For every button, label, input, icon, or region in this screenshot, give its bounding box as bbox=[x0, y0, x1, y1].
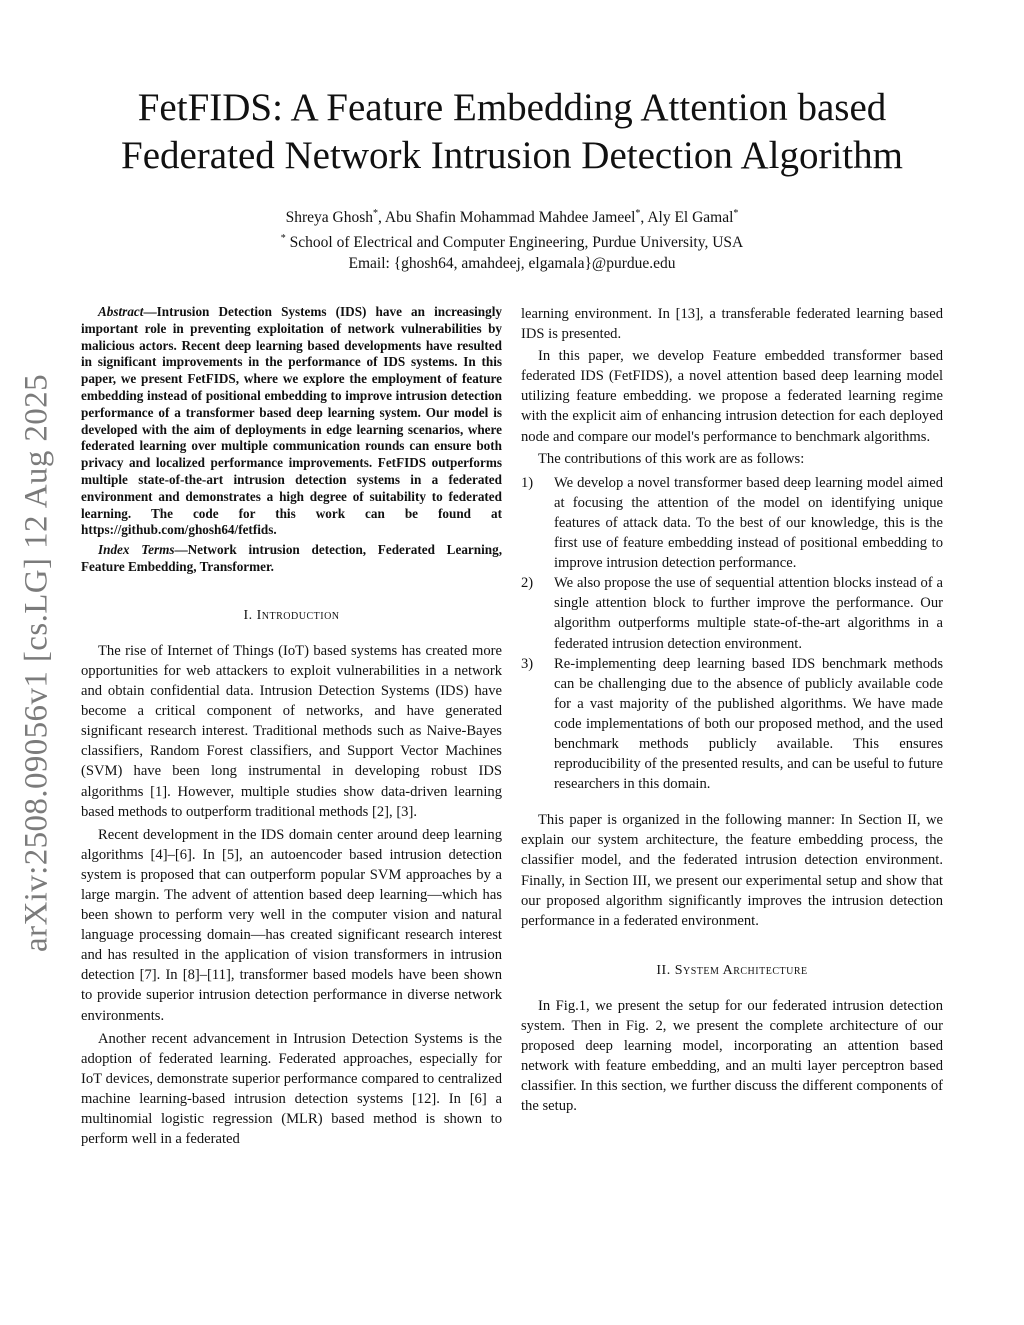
affiliation-mark: * bbox=[280, 233, 286, 245]
intro-paragraph: Recent development in the IDS domain center around deep learning algorithms [4]–[6]. In [5], an autoencoder based intrusion detection system is proposed that can outperform popular SVM approaches by a large margin. The advent of attention based deep learning—which has been shown to perform very well in the computer vision and natural language processing domain—has created significant research interest and has resulted in the application of vision transformers in intrusion detection [7]. In [8]–[11], transformer based models have been shown to provide superior intrusion detection performance in diverse network environments. bbox=[81, 826, 502, 1024]
left-column bbox=[81, 304, 502, 1149]
contribution-number: 3) bbox=[521, 655, 534, 672]
contribution-item: 2) We also propose the use of sequential attention blocks instead of a single attention block to further improve the performance. Our algorithm outperforms multiple state-of-the-art algorithms in a federated intrusion detection environment. bbox=[521, 575, 943, 652]
abstract bbox=[81, 304, 502, 539]
body-paragraph: In this paper, we develop Feature embedded transformer based federated IDS (FetFIDS), a novel attention based deep learning model utilizing feature embedding. we propose a federated learning regime with the explicit aim of enhancing intrusion detection for each deployed node and compare our model's performance to benchmark algorithms. bbox=[521, 348, 943, 445]
contributions-list bbox=[521, 473, 943, 795]
index-terms-text: —Network intrusion detection, Federated Learning, Feature Embedding, Transformer. bbox=[81, 542, 502, 574]
section-heading-introduction: I. Introduction bbox=[243, 607, 340, 623]
body-paragraph: In Fig.1, we present the setup for our federated intrusion detection system. Then in Fig. 2, we present the complete architecture of our proposed deep learning model, incorporating an attention based network with feature embedding, and an multi layer perceptron based classifier. In this section, we further discuss the different components of the setup. bbox=[521, 997, 943, 1115]
author-names: Shreya Ghosh*, Abu Shafin Mohammad Mahdee Jameel*, Aly El Gamal* bbox=[285, 208, 739, 227]
contribution-item: 1) We develop a novel transformer based deep learning model aimed at focusing the attention of the model on identifying unique features of attack data. To the best of our knowledge, this is the first use of feature embedding instead of positional embedding to improve intrusion detection performance. bbox=[521, 474, 943, 572]
right-column bbox=[521, 304, 943, 1116]
author-mark: * bbox=[635, 208, 641, 219]
author-block bbox=[60, 203, 964, 274]
abstract-label: Abstract bbox=[98, 304, 144, 319]
intro-paragraph: Another recent advancement in Intrusion Detection Systems is the adoption of federated learning. Federated approaches, especially for IoT devices, demonstrate superior performance compared to centralized machine learning-based intrusion detection systems [12]. In [6] a multinomial logistic regression (MLR) based method is shown to perform well in a federated bbox=[81, 1030, 502, 1148]
author-name: Aly El Gamal bbox=[647, 209, 734, 227]
affiliation: * School of Electrical and Computer Engineering, Purdue University, USA bbox=[280, 233, 744, 252]
email: Email: {ghosh64, amahdeej, elgamala}@purdue.edu bbox=[348, 255, 676, 273]
body-paragraph: learning environment. In [13], a transferable federated learning based IDS is presented. bbox=[521, 306, 943, 343]
index-terms bbox=[81, 542, 502, 576]
author-name: Abu Shafin Mohammad Mahdee Jameel bbox=[384, 209, 636, 227]
index-terms-label: Index Terms bbox=[98, 542, 175, 558]
body-paragraph: This paper is organized in the following manner: In Section II, we explain our system architecture, the feature embedding process, the classifier model, and the federated intrusion detection environment. Finally, in Section III, we present our experimental setup and show that our proposed algorithm significantly improves the intrusion detection performance in a federated environment. bbox=[521, 812, 943, 929]
contribution-number: 1) bbox=[521, 474, 534, 491]
title-line-1: FetFIDS: A Feature Embedding Attention based bbox=[137, 86, 887, 129]
author-name: Shreya Ghosh bbox=[285, 209, 373, 227]
arxiv-sidebar bbox=[6, 368, 68, 958]
title-line-2: Federated Network Intrusion Detection Algorithm bbox=[121, 134, 903, 177]
section-heading-system-architecture: II. System Architecture bbox=[656, 962, 808, 978]
intro-paragraph: The rise of Internet of Things (IoT) based systems has created more opportunities for web attackers to exploit vulnerabilities in a network and obtain confidential data. Intrusion Detection Systems (IDS) have become a critical component of networks, and have generated significant research interest. Traditional methods such as Naive-Bayes classifiers, Random Forest classifiers, and Support Vector Machines (SVM) have been long instrumental in developing robust IDS algorithms [1]. However, multiple studies show data-driven learning based methods to outperform traditional methods [2], [3]. bbox=[81, 642, 502, 820]
abstract-text: —Intrusion Detection Systems (IDS) have an increasingly important role in preventing exploitation of network vulnerabilities by malicious actors. Recent deep learning based developments have resulted in significant improvements in the performance of IDS systems. In this paper, we present FetFIDS, where we explore the employment of feature embedding instead of positional embedding to improve intrusion detection performance of a transformer based deep learning system. Our model is developed with the aim of deployments in edge learning scenarios, where federated learning over multiple communication rounds can ensure both privacy and localized performance improvements. FetFIDS outperforms multiple state-of-the-art intrusion detection systems in a federated environment and demonstrates a high degree of suitability to federated learning. The code for this work can be found at https://github.com/ghosh64/fetfids. bbox=[81, 304, 502, 538]
author-mark: * bbox=[733, 208, 739, 219]
arxiv-identifier: arXiv:2508.09056v1 [cs.LG] 12 Aug 2025 bbox=[18, 374, 55, 952]
contribution-number: 2) bbox=[521, 575, 534, 592]
paper-title bbox=[60, 84, 964, 180]
body-paragraph: The contributions of this work are as follows: bbox=[538, 450, 805, 467]
author-mark: * bbox=[372, 208, 378, 219]
contribution-item: 3) Re-implementing deep learning based IDS benchmark methods can be challenging due to the absence of publicly available code for a vast majority of the published algorithms. We have made code implementations of both our proposed method, and the used benchmark methods publicly available. This ensures reproducibility of the presented results, and can be useful to future researchers in this domain. bbox=[521, 655, 943, 793]
